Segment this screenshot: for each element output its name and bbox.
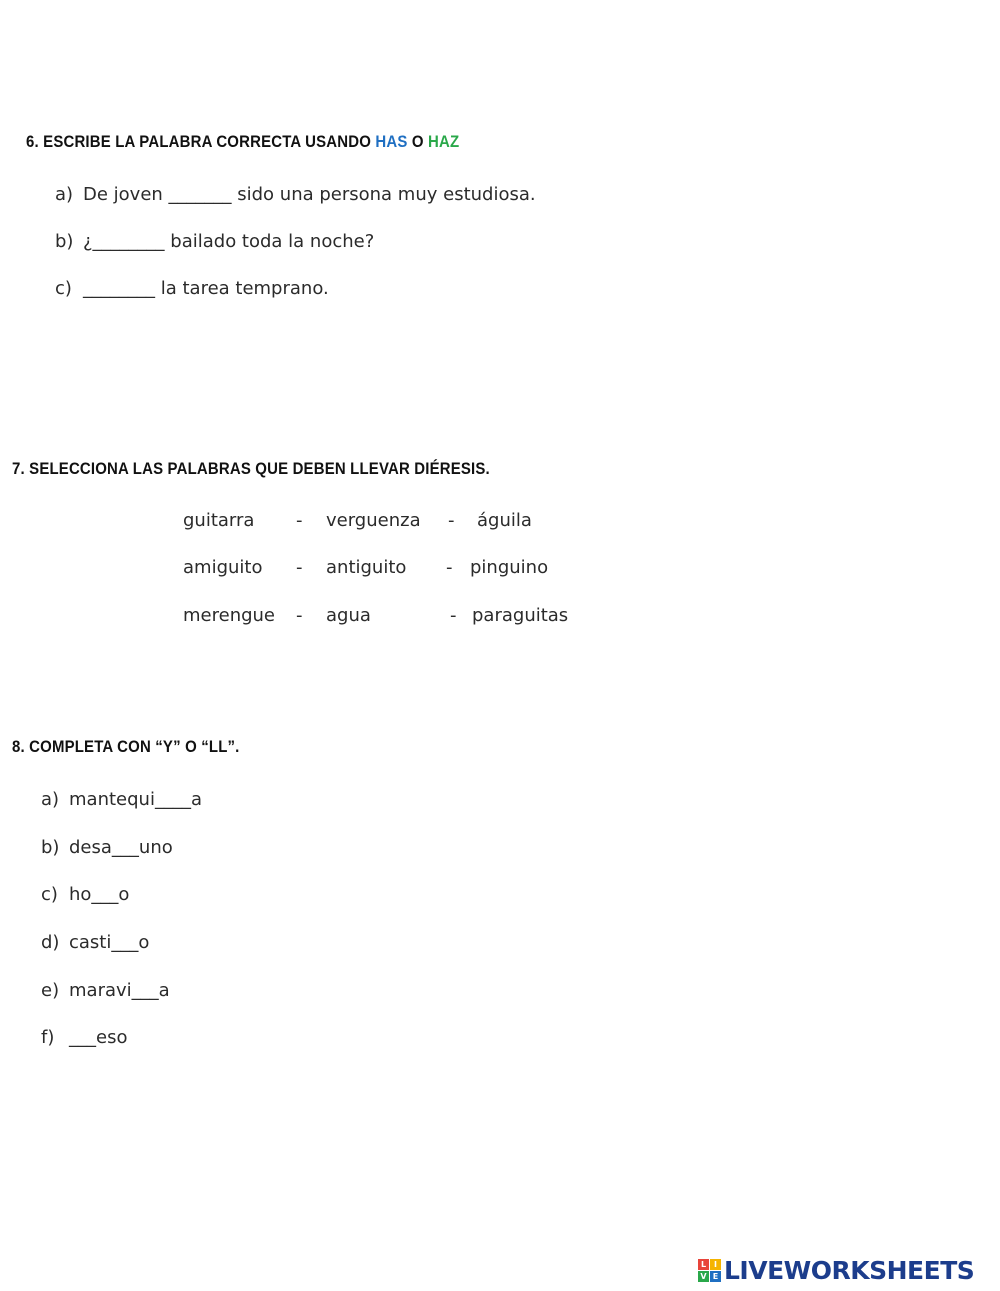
section-8-item bbox=[41, 980, 170, 1001]
section-6-item bbox=[55, 231, 374, 252]
word-option[interactable]: paraguitas bbox=[472, 605, 569, 626]
logo-tile: L bbox=[698, 1259, 709, 1270]
word-haz: HAZ bbox=[428, 132, 460, 151]
section-8-item bbox=[41, 1027, 127, 1048]
item-marker: a) bbox=[55, 184, 74, 205]
word-option[interactable]: verguenza bbox=[326, 510, 421, 531]
word-separator: - bbox=[296, 510, 303, 531]
word-separator: - bbox=[446, 557, 453, 578]
section-8-heading: 8. COMPLETA CON “Y” O “LL”. bbox=[12, 737, 240, 756]
section-7-heading: 7. SELECCIONA LAS PALABRAS QUE DEBEN LLEVAR DIÉRESIS. bbox=[12, 459, 490, 478]
word-option[interactable]: agua bbox=[326, 605, 371, 626]
item-marker: c) bbox=[55, 278, 72, 299]
section-6-heading-text: 6. ESCRIBE LA PALABRA CORRECTA USANDO bbox=[26, 132, 376, 151]
logo-tile: V bbox=[698, 1271, 709, 1282]
section-6-item bbox=[55, 184, 536, 205]
word-separator: - bbox=[450, 605, 457, 626]
item-text: ___eso bbox=[69, 1027, 128, 1048]
section-6-item bbox=[55, 278, 329, 299]
item-text: De joven _______ sido una persona muy estudiosa. bbox=[83, 184, 536, 205]
item-text: ¿________ bailado toda la noche? bbox=[83, 231, 375, 252]
word-option[interactable]: pinguino bbox=[470, 557, 549, 578]
item-text: desa___uno bbox=[69, 837, 173, 858]
item-marker: e) bbox=[41, 980, 60, 1001]
word-option[interactable]: merengue bbox=[183, 605, 276, 626]
item-marker: c) bbox=[41, 884, 58, 905]
word-o: O bbox=[407, 132, 429, 151]
section-8-item bbox=[41, 837, 173, 858]
item-text: casti___o bbox=[69, 932, 150, 953]
word-option[interactable]: antiguito bbox=[326, 557, 407, 578]
word-separator: - bbox=[296, 605, 303, 626]
word-option[interactable]: águila bbox=[477, 510, 532, 531]
item-marker: b) bbox=[41, 837, 60, 858]
word-separator: - bbox=[448, 510, 455, 531]
word-has: HAS bbox=[375, 132, 408, 151]
item-marker: a) bbox=[41, 789, 60, 810]
item-marker: b) bbox=[55, 231, 74, 252]
logo-tile: E bbox=[710, 1271, 721, 1282]
logo-tiles bbox=[698, 1259, 721, 1282]
section-6-heading bbox=[26, 132, 459, 152]
item-marker: d) bbox=[41, 932, 60, 953]
logo-tile: I bbox=[710, 1259, 721, 1270]
item-text: ho___o bbox=[69, 884, 130, 905]
section-8-item bbox=[41, 789, 202, 810]
item-marker: f) bbox=[41, 1027, 55, 1048]
section-8-item bbox=[41, 884, 129, 905]
item-text: maravi___a bbox=[69, 980, 170, 1001]
liveworksheets-logo bbox=[698, 1256, 974, 1285]
section-8-item bbox=[41, 932, 149, 953]
word-separator: - bbox=[296, 557, 303, 578]
word-option[interactable]: amiguito bbox=[183, 557, 263, 578]
logo-text: LIVEWORKSHEETS bbox=[724, 1256, 975, 1285]
item-text: ________ la tarea temprano. bbox=[83, 278, 329, 299]
word-option[interactable]: guitarra bbox=[183, 510, 255, 531]
item-text: mantequi____a bbox=[69, 789, 202, 810]
